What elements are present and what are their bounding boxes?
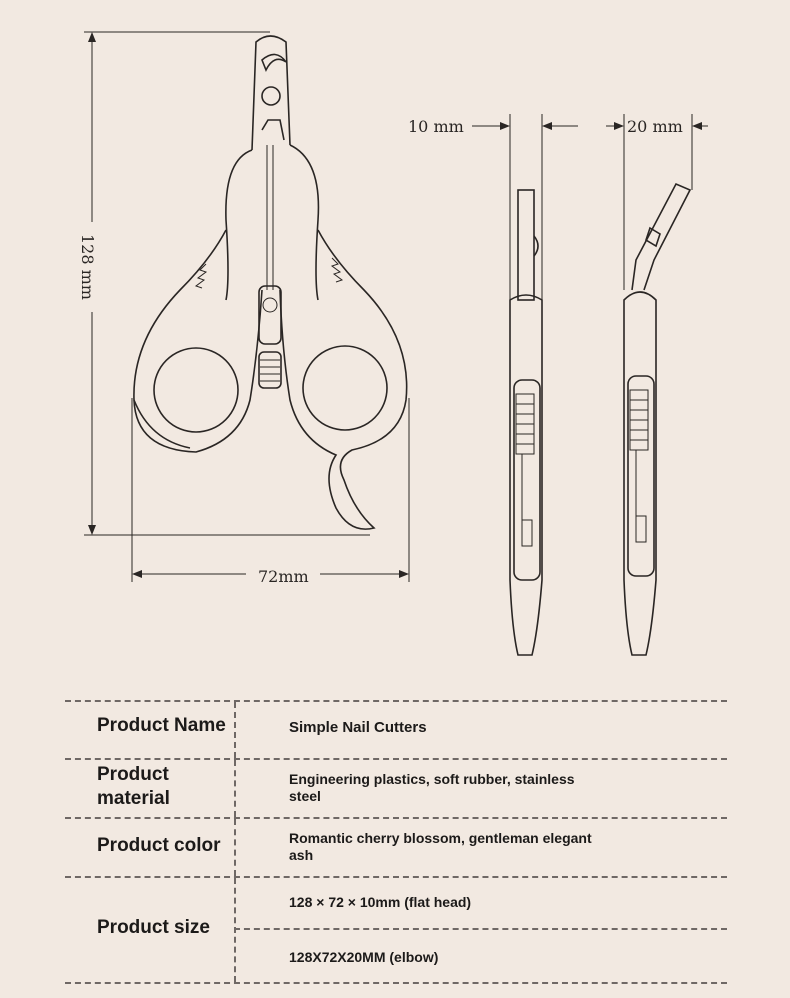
flat-thickness-label: 10 mm bbox=[408, 117, 464, 136]
product-material-label: Product material bbox=[97, 764, 170, 809]
product-name-label: Product Name bbox=[97, 715, 226, 736]
elbow-thickness-label: 20 mm bbox=[627, 117, 683, 136]
column-divider bbox=[234, 702, 236, 758]
product-size-flat: 128 × 72 × 10mm (flat head) bbox=[289, 894, 472, 910]
spec-row-material bbox=[65, 758, 727, 817]
product-material-value: Engineering plastics, soft rubber, stainless steel bbox=[289, 771, 575, 804]
spec-row-name bbox=[65, 700, 727, 758]
side-view-elbow bbox=[606, 114, 708, 655]
product-name-value: Simple Nail Cutters bbox=[289, 719, 427, 736]
spec-row-color bbox=[65, 817, 727, 876]
size-row-divider bbox=[234, 928, 727, 930]
product-size-elbow: 128X72X20MM (elbow) bbox=[289, 949, 439, 965]
column-divider bbox=[234, 819, 236, 876]
side-view-flat bbox=[408, 114, 578, 655]
width-label: 72mm bbox=[258, 567, 309, 586]
product-size-label: Product size bbox=[97, 917, 210, 938]
spec-row-size bbox=[65, 876, 727, 984]
height-label: 128 mm bbox=[78, 234, 97, 300]
front-view-drawing bbox=[134, 36, 407, 529]
product-color-value: Romantic cherry blossom, gentleman elegant ash bbox=[289, 830, 592, 863]
spec-table bbox=[65, 700, 727, 984]
height-dimension bbox=[78, 32, 370, 535]
column-divider bbox=[234, 760, 236, 817]
product-color-label: Product color bbox=[97, 835, 221, 856]
column-divider bbox=[234, 878, 236, 982]
